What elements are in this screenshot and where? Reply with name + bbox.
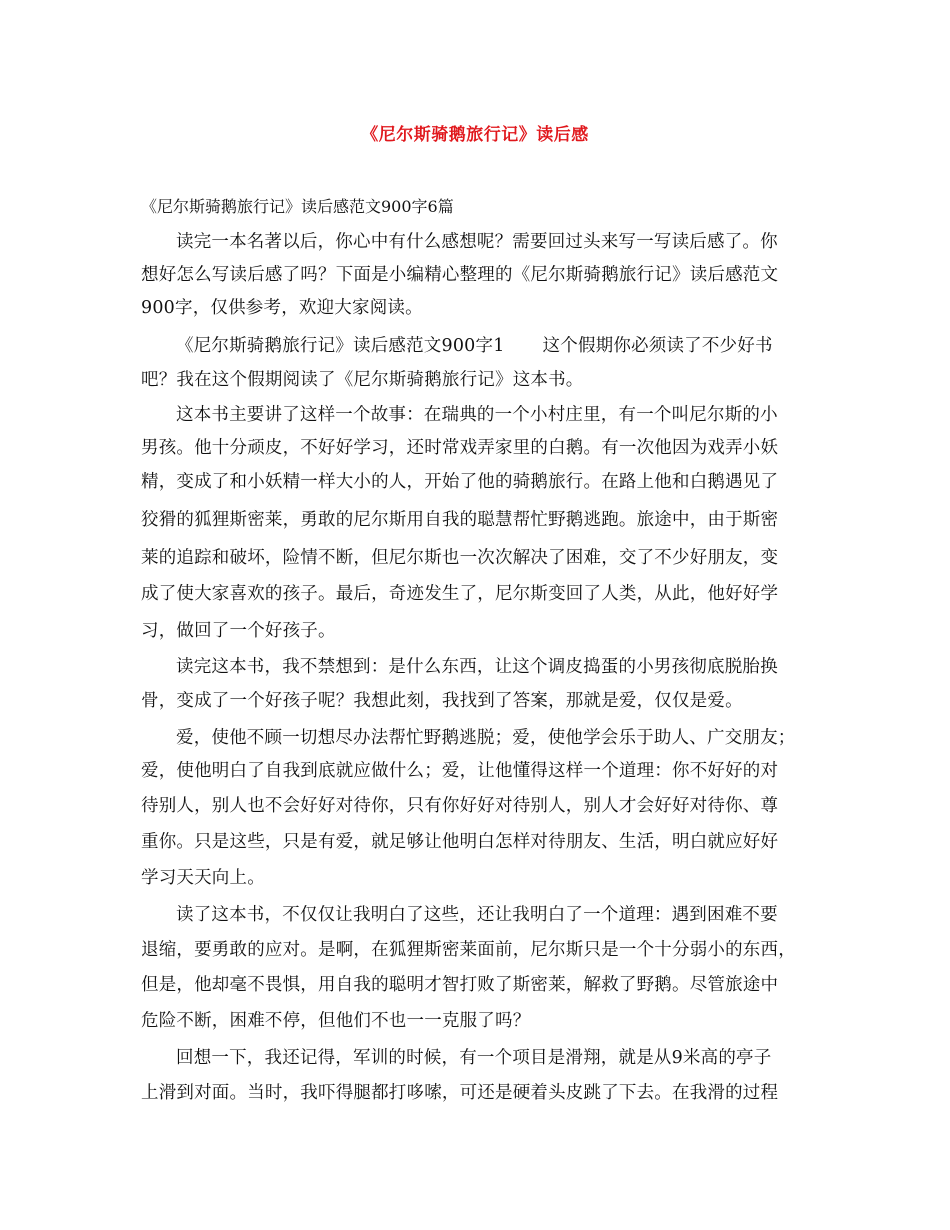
paragraph-line: 待别人，别人也不会好好对待你，只有你好好对待别人，别人才会好好对待你、尊: [141, 796, 779, 816]
paragraph-line: 危险不断，困难不停，但他们不也一一克服了吗？: [141, 1011, 531, 1031]
paragraph-line: 想好怎么写读后感了吗？下面是小编精心整理的《尼尔斯骑鹅旅行记》读后感范文: [141, 265, 779, 285]
paragraph-line: 回想一下，我还记得，军训的时候，有一个项目是滑翔，就是从9米高的亭子: [176, 1048, 772, 1068]
paragraph-line: 习，做回了一个好孩子。: [141, 621, 336, 641]
document-title: 《尼尔斯骑鹅旅行记》读后感: [361, 125, 589, 145]
paragraph-line: 吧？我在这个假期阅读了《尼尔斯骑鹅旅行记》这本书。: [141, 370, 584, 390]
section-heading-line: [176, 334, 811, 358]
paragraph-line: 成了使大家喜欢的孩子。最后，奇迹发生了，尼尔斯变回了人类，从此，他好好学: [141, 584, 779, 604]
paragraph-line: 骨，变成了一个好孩子呢？我想此刻，我找到了答案，那就是爱，仅仅是爱。: [141, 691, 743, 711]
paragraph-line: 狡猾的狐狸斯密莱，勇敢的尼尔斯用自我的聪慧帮忙野鹅逃跑。旅途中，由于斯密: [141, 510, 779, 530]
paragraph-line: 爱，使他明白了自我到底就应做什么；爱，让他懂得这样一个道理：你不好好的对: [141, 761, 779, 781]
paragraph-line: 这本书主要讲了这样一个故事：在瑞典的一个小村庄里，有一个叫尼尔斯的小: [176, 405, 778, 425]
paragraph-line: 精，变成了和小妖精一样大小的人，开始了他的骑鹅旅行。在路上他和白鹅遇见了: [141, 472, 779, 492]
paragraph-line: 男孩。他十分顽皮，不好好学习，还时常戏弄家里的白鹅。有一次他因为戏弄小妖: [141, 438, 779, 458]
paragraph-line: 读完这本书，我不禁想到：是什么东西，让这个调皮捣蛋的小男孩彻底脱胎换: [176, 657, 778, 677]
paragraph-line: 900字，仅供参考，欢迎大家阅读。: [141, 298, 423, 318]
section-heading: 《尼尔斯骑鹅旅行记》读后感范文900字1: [176, 336, 505, 356]
document-subtitle: 《尼尔斯骑鹅旅行记》读后感范文900字6篇: [141, 197, 454, 216]
paragraph-line: 上滑到对面。当时，我吓得腿都打哆嗦，可还是硬着头皮跳了下去。在我滑的过程: [141, 1083, 779, 1103]
paragraph-line: 爱，使他不顾一切想尽办法帮忙野鹅逃脱；爱，使他学会乐于助人、广交朋友；: [176, 728, 796, 748]
paragraph-line: 退缩，要勇敢的应对。是啊，在狐狸斯密莱面前，尼尔斯只是一个十分弱小的东西，: [141, 940, 796, 960]
paragraph-line: 学习天天向上。: [141, 868, 265, 888]
paragraph-line: 读了这本书，不仅仅让我明白了这些，还让我明白了一个道理：遇到困难不要: [176, 905, 778, 925]
paragraph-line: 但是，他却毫不畏惧，用自我的聪明才智打败了斯密莱，解救了野鹅。尽管旅途中: [141, 975, 779, 995]
paragraph-text: 这个假期你必须读了不少好书: [542, 336, 773, 356]
paragraph-line: 读完一本名著以后，你心中有什么感想呢？需要回过头来写一写读后感了。你: [176, 232, 778, 252]
paragraph-line: 莱的追踪和破坏，险情不断，但尼尔斯也一次次解决了困难，交了不少好朋友，变: [141, 548, 779, 568]
paragraph-line: 重你。只是这些，只是有爱，就足够让他明白怎样对待朋友、生活，明白就应好好: [141, 832, 779, 852]
